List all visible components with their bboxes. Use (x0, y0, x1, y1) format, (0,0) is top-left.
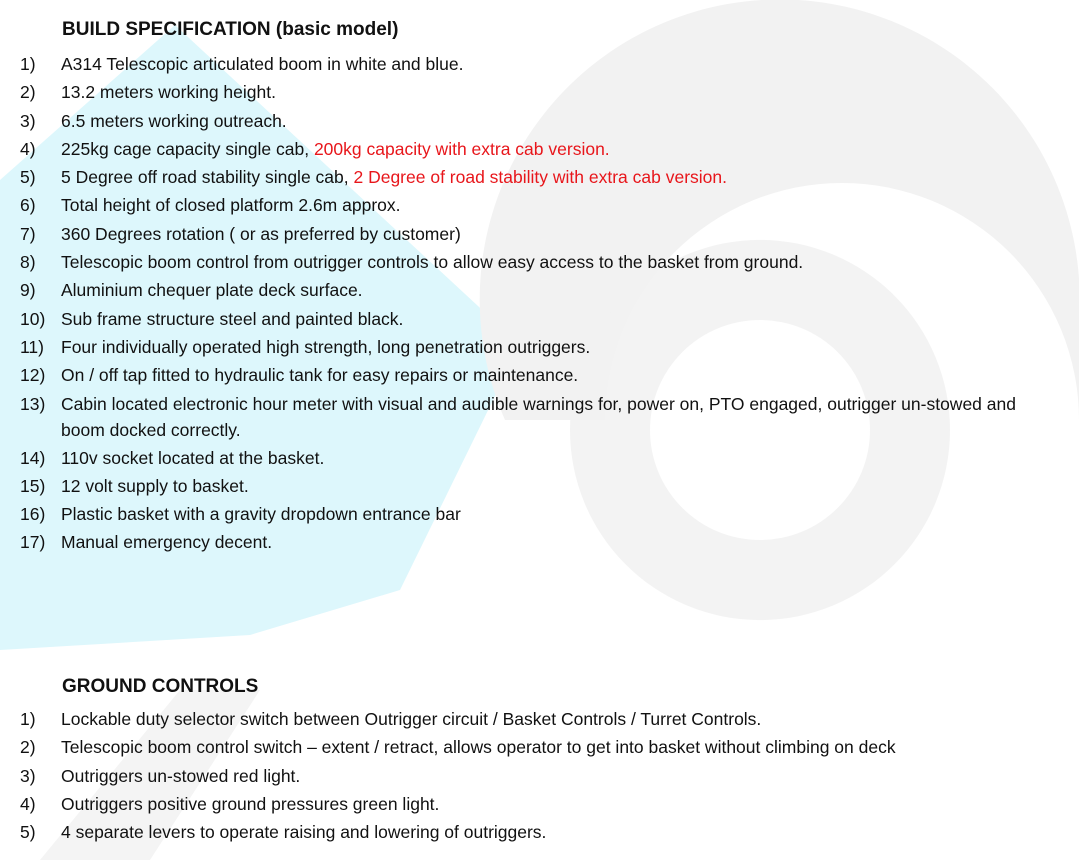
list-item (0, 191, 1060, 219)
item-text: 360 Degrees rotation ( or as preferred by customer) (61, 223, 461, 244)
item-number: 10) (20, 308, 46, 329)
list-item (0, 528, 1060, 556)
list-item (0, 276, 1060, 304)
item-number: 1) (20, 54, 36, 74)
item-text: 12 volt supply to basket. (61, 475, 249, 496)
item-text: Outriggers un-stowed red light. (61, 765, 301, 786)
item-number: 15) (20, 475, 46, 496)
item-text: 110v socket located at the basket. (61, 447, 325, 468)
item-number: 5) (20, 822, 36, 843)
ground-controls-title: GROUND CONTROLS (62, 676, 259, 697)
list-item (0, 107, 1060, 135)
item-number: 17) (20, 532, 46, 553)
item-number: 9) (20, 280, 36, 301)
item-text: Outriggers positive ground pressures green light. (61, 793, 440, 814)
list-item (0, 78, 1060, 106)
item-text: Sub frame structure steel and painted black. (61, 308, 404, 329)
build-spec-title: BUILD SPECIFICATION (basic model) (62, 19, 399, 40)
item-number: 14) (20, 447, 46, 468)
item-number: 3) (20, 110, 36, 131)
list-item (0, 163, 1060, 191)
list-item (0, 444, 1060, 472)
list-item (0, 818, 1060, 846)
item-number: 1) (20, 709, 36, 729)
item-number: 7) (20, 223, 36, 244)
item-text: 225kg cage capacity single cab, (61, 138, 314, 159)
build-spec-list (0, 50, 1060, 557)
item-text: On / off tap fitted to hydraulic tank for easy repairs or maintenance. (61, 365, 579, 386)
item-text: Telescopic boom control from outrigger controls to allow easy access to the basket from ground. (61, 252, 804, 273)
item-text-highlight: 2 Degree of road stability with extra cab version. (353, 167, 727, 188)
list-item (0, 733, 1060, 761)
item-text: Telescopic boom control switch – extent / retract, allows operator to get into basket without climbing on deck (61, 737, 896, 758)
item-text-highlight: 200kg capacity with extra cab version. (313, 138, 610, 159)
item-text: 5 Degree off road stability single cab, (61, 167, 354, 188)
item-text: 4 separate levers to operate raising and lowering of outriggers. (61, 822, 547, 843)
item-number: 12) (20, 365, 46, 386)
list-item (0, 248, 1060, 276)
item-text: 6.5 meters working outreach. (61, 110, 287, 131)
item-number: 11) (20, 336, 44, 357)
item-number: 16) (20, 504, 46, 525)
item-text: Lockable duty selector switch between Outrigger circuit / Basket Controls / Turret Controls. (61, 709, 762, 729)
item-text: Four individually operated high strength, long penetration outriggers. (61, 336, 591, 357)
list-item (0, 305, 1060, 333)
list-item (0, 390, 1021, 444)
item-text: Manual emergency decent. (61, 532, 273, 553)
item-number: 13) (20, 393, 46, 414)
list-item (0, 135, 1060, 163)
list-item (0, 472, 1060, 500)
item-number: 6) (20, 195, 36, 216)
list-item (0, 705, 1060, 733)
item-number: 8) (20, 252, 36, 273)
list-item (0, 50, 1060, 78)
item-number: 4) (20, 138, 36, 159)
list-item (0, 762, 1060, 790)
item-number: 2) (20, 737, 36, 758)
item-number: 4) (20, 793, 36, 814)
item-text: A314 Telescopic articulated boom in white and blue. (61, 54, 464, 74)
item-text: Total height of closed platform 2.6m approx. (61, 195, 401, 216)
list-item (0, 361, 1060, 389)
item-text: Aluminium chequer plate deck surface. (61, 280, 363, 301)
item-text: Plastic basket with a gravity dropdown entrance bar (61, 504, 461, 525)
list-item (0, 220, 1060, 248)
ground-controls-list (0, 705, 1060, 846)
item-number: 5) (20, 167, 36, 188)
item-text: 13.2 meters working height. (61, 82, 276, 103)
list-item (0, 500, 1060, 528)
item-number: 3) (20, 765, 36, 786)
list-item (0, 790, 1060, 818)
item-text: Cabin located electronic hour meter with visual and audible warnings for, power on, PTO engaged, outrigger un-stowed and boom docked correctly. (61, 393, 1016, 440)
item-number: 2) (20, 82, 36, 103)
list-item (0, 333, 1060, 361)
